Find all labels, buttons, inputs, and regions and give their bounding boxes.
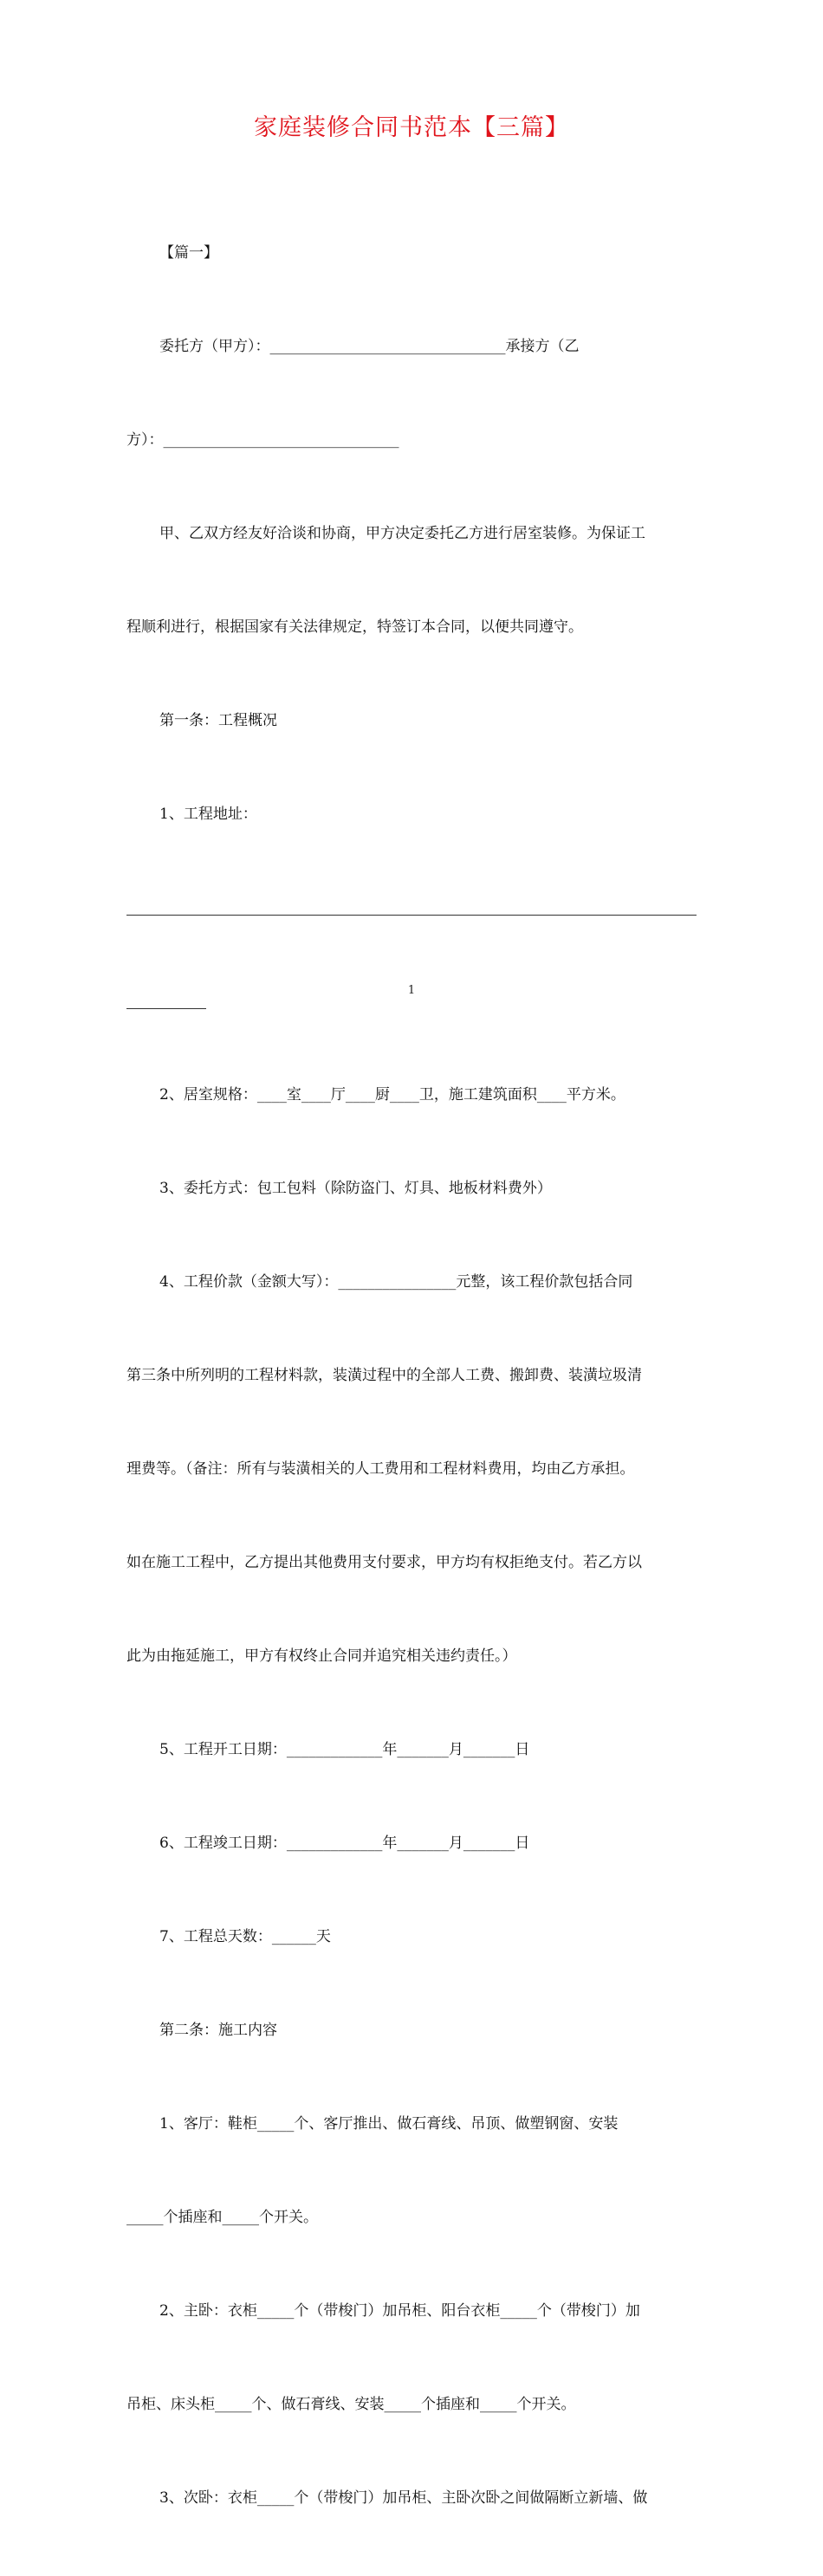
finish-date-line: 6、工程竣工日期：_____________年_______月_______日	[159, 1835, 530, 1852]
price-detail-line: 理费等。（备注：所有与装潢相关的人工费用和工程材料费用，均由乙方承担。	[126, 1460, 635, 1478]
preamble-line: 甲、乙双方经友好洽谈和协商，甲方决定委托乙方进行居室装修。为保证工	[159, 525, 645, 542]
article-heading: 第一条：工程概况	[159, 712, 277, 729]
price-detail-line: 如在施工工程中，乙方提出其他费用支付要求，甲方均有权拒绝支付。若乙方以	[126, 1554, 642, 1571]
second-bedroom-line: 3、次卧：衣柜_____个（带梭门）加吊柜、主卧次卧之间做隔断立新墙、做	[159, 2489, 648, 2507]
price-line: 4、工程价款（金额大写）：________________元整，该工程价款包括合同	[159, 1273, 633, 1291]
master-bedroom-line: 2、主卧：衣柜_____个（带梭门）加吊柜、阳台衣柜_____个（带梭门）加	[159, 2302, 640, 2320]
start-date-line: 5、工程开工日期：_____________年_______月_______日	[159, 1741, 530, 1758]
master-bedroom-line: 吊柜、床头柜_____个、做石膏线、安装_____个插座和_____个开关。	[126, 2396, 576, 2413]
preamble-line: 程顺利进行，根据国家有关法律规定，特签订本合同，以便共同遵守。	[126, 618, 583, 636]
document-title: 家庭装修合同书范本【三篇】	[254, 114, 569, 141]
commission-line: 3、委托方式：包工包料（除防盗门、灯具、地板材料费外）	[159, 1180, 552, 1197]
client-field-line: 委托方（甲方）：________________________________承接方（乙	[159, 338, 580, 355]
total-days-line: 7、工程总天数：______天	[159, 1928, 331, 1945]
address-blank-line	[126, 892, 697, 923]
address-label: 1、工程地址：	[159, 806, 257, 823]
page-number: 1	[407, 984, 416, 997]
article-heading: 第二条：施工内容	[159, 2022, 277, 2039]
section-heading: 【篇一】	[159, 244, 218, 262]
contractor-field-line: 方）：________________________________	[126, 431, 399, 449]
living-room-line: 1、客厅：鞋柜_____个、客厅推出、做石膏线、吊顶、做塑钢窗、安装	[159, 2115, 619, 2133]
living-room-line: _____个插座和_____个开关。	[126, 2209, 318, 2226]
price-detail-line: 第三条中所列明的工程材料款，装潢过程中的全部人工费、搬卸费、装潢垃圾清	[126, 1367, 642, 1384]
room-spec-line: 2、居室规格：____室____厅____厨____卫，施工建筑面积____平方米。	[159, 1086, 625, 1104]
contract-body	[126, 175, 697, 2576]
price-detail-line: 此为由拖延施工，甲方有权终止合同并追究相关违约责任。）	[126, 1647, 517, 1665]
